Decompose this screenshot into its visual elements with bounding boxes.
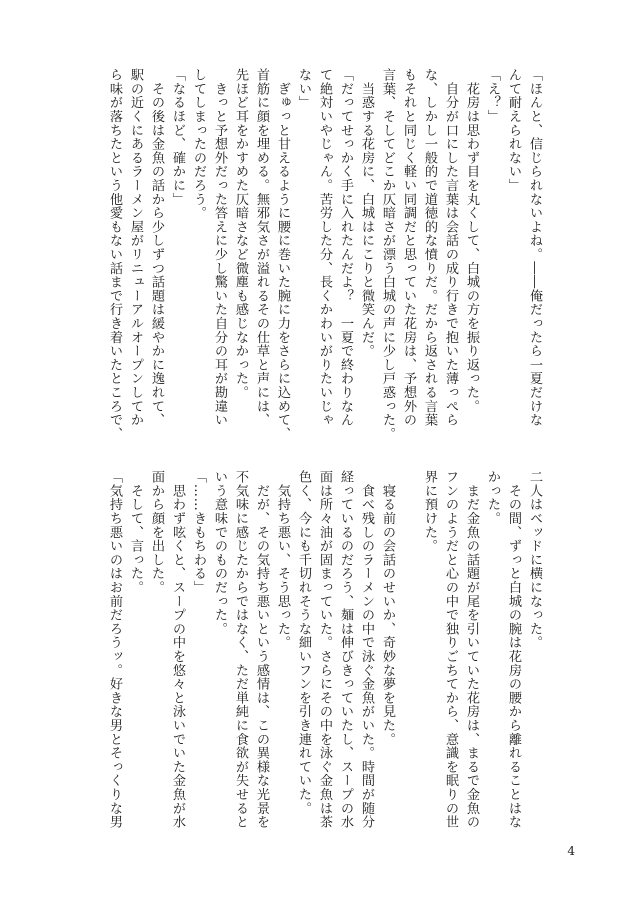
text-line: かった。 [485,470,500,526]
text-line: 花房は思わず目を丸くして、白城の方を振り返った。 [464,68,479,413]
text-line: フンのようだと心の中で独りごちてから、意識を眠りの世 [443,470,458,829]
text-line: いう意味でのものだった。 [212,470,227,636]
text-line: 「え？」 [485,68,500,124]
text-line: その後は金魚の話から少しずつ話題は緩やかに逸れて、 [149,68,164,427]
text-line: 当惑する花房に、白城はにこりと微笑んだ。 [359,68,374,358]
text-line: ぎゅっと甘えるように腰に巻いた腕に力をさらに込めて、 [275,68,290,441]
text-line: 「……きもちわる」 [191,470,206,595]
text-line: その間、ずっと白城の腕は花房の腰から離れることはな [506,470,521,829]
text-block-top [75,68,545,440]
text-line: 面は所々油が固まっていた。さらにその中を泳ぐ金魚は茶 [317,470,332,829]
text-line: 思わず呟くと、スープの中を悠々と泳いでいた金魚が水 [170,470,185,829]
text-line: 面から顔を出した。 [149,470,164,595]
text-line: 首筋に顔を埋める。無邪気さが溢れるその仕草と声には、 [254,68,269,427]
text-line: 色く、今にも千切れそうな細いフンを引き連れていた。 [296,470,311,815]
text-line: まだ金魚の話題が尾を引いていた花房は、まるで金魚の [464,470,479,829]
text-line [398,470,419,850]
text-line: 「だってせっかく手に入れたんだよ？ 一夏で終わりなん [338,68,353,427]
text-block-bottom [75,470,545,850]
text-line: そして、言った。 [128,470,143,595]
text-line: 「気持ち悪いのはお前だろうッ。好きな男とそっくりな男 [107,470,122,829]
text-line: 駅の近くにあるラーメン屋がリニューアルオープンしてか [128,68,143,427]
text-line: 経っているのだろう、麺は伸びきっていたし、スープの水 [338,470,353,829]
text-line: 「ほんと、信じられないよね。――俺だったら一夏だけな [527,68,542,427]
text-line: 先ほど耳をかすめた仄暗さなど微塵も感じなかった。 [233,68,248,400]
text-line: もそれと同じく軽い同調だと思っていた花房は、予想外の [401,68,416,427]
text-line: 不気味に感じたからではなく、ただ単純に食欲が失せると [233,470,248,829]
text-line: な、しかし一般的で道徳的な憤りだ。だから返される言葉 [422,68,437,427]
text-line: 二人はベッドに横になった。 [527,470,542,650]
text-line: 「なるほど、確かに」 [170,68,185,206]
text-line: 気持ち悪い、そう思った。 [275,470,290,650]
text-line: 言葉、そしてどこか仄暗さが漂う白城の声に少し戸惑った。 [380,68,395,441]
text-line: 寝る前の会話のせいか、奇妙な夢を見た。 [380,470,395,746]
text-line: きっと予想外だった答えに少し驚いた自分の耳が勘違い [212,68,227,427]
text-line: 自分が口にした言葉は会話の成り行きで抱いた薄っぺら [443,68,458,427]
text-line: してしまったのだろう。 [191,68,206,220]
text-line: 界に預けた。 [422,470,437,553]
page-number: 4 [567,844,575,858]
text-line: だが、その気持ち悪いという感情は、この異様な光景を [254,470,269,829]
text-line: て絶対いやじゃん。苦労した分、長くかわいがりたいじゃ [317,68,332,427]
text-line: ら味が落ちたという他愛もない話まで行き着いたところで、 [107,68,122,441]
text-line: んて耐えられない」 [506,68,521,193]
text-line: ない」 [296,68,311,110]
text-line: 食べ残しのラーメンの中で泳ぐ金魚がいた。時間が随分 [359,470,374,829]
